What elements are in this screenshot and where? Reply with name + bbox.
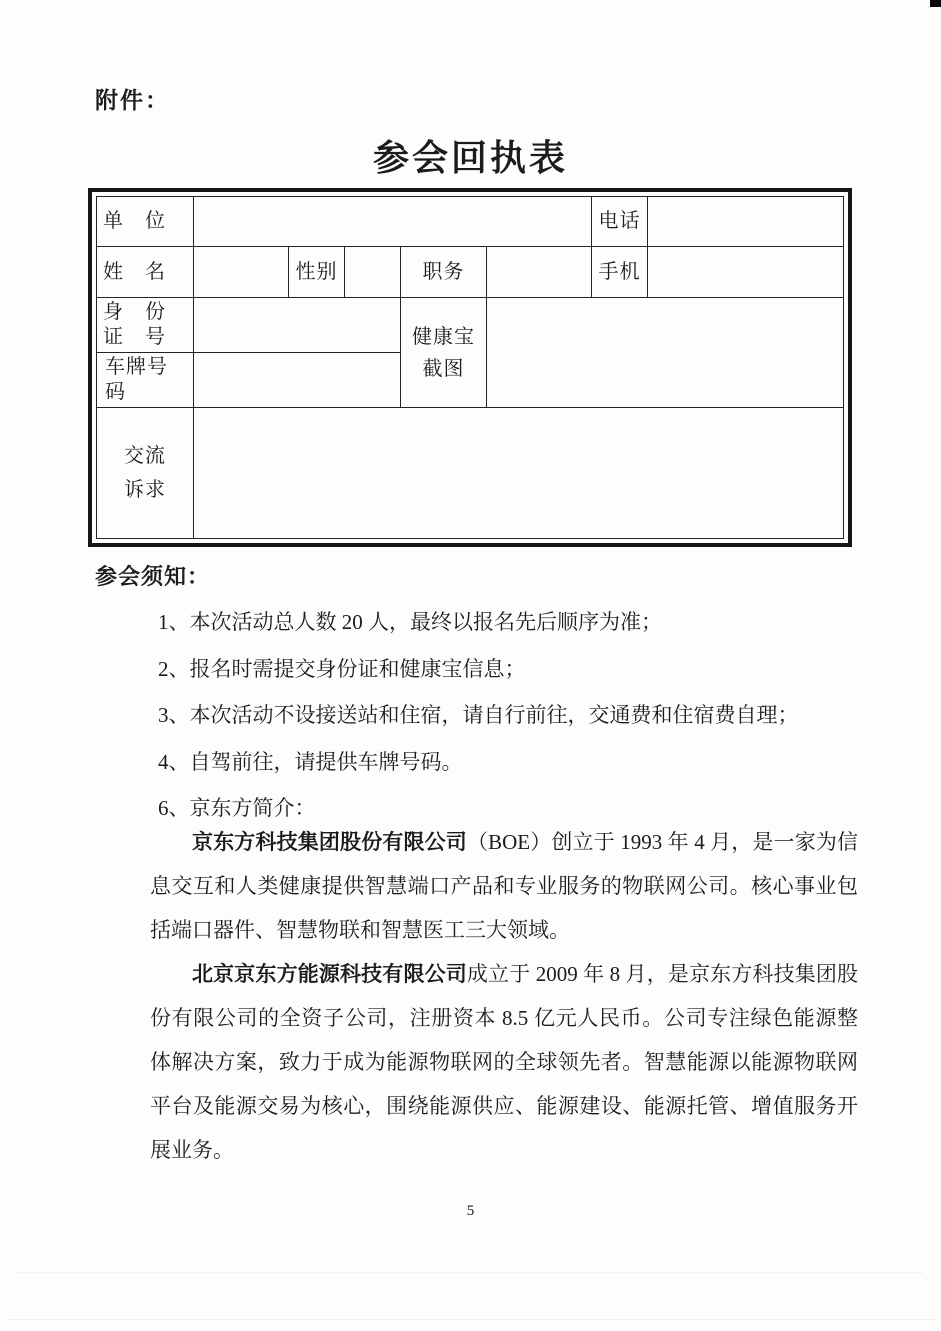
- id-number-label: 身 份 证 号: [97, 298, 194, 353]
- plate-number-value-cell: [194, 353, 401, 408]
- gender-label: 性别: [289, 247, 345, 298]
- id-number-value-cell: [194, 298, 401, 353]
- plate-number-label: 车牌号码: [97, 353, 194, 408]
- health-kit-screenshot-label: 健康宝 截图: [401, 298, 487, 408]
- name-value-cell: [194, 247, 289, 298]
- gender-value-cell: [345, 247, 401, 298]
- note-item-1: 1、本次活动总人数 20 人，最终以报名先后顺序为准；: [158, 610, 662, 634]
- unit-label: 单 位: [97, 197, 194, 247]
- mobile-value-cell: [648, 247, 844, 298]
- mobile-label: 手机: [592, 247, 648, 298]
- attachment-label: 附件：: [95, 87, 170, 113]
- exchange-request-value-cell: [194, 408, 844, 539]
- note-item-3: 3、本次活动不设接送站和住宿，请自行前往，交通费和住宿费自理；: [158, 703, 799, 727]
- phone-label: 电话: [592, 197, 648, 247]
- note-item-2: 2、报名时需提交身份证和健康宝信息；: [158, 656, 526, 681]
- company-introduction: [150, 820, 858, 1172]
- page-number: 5: [466, 1203, 475, 1219]
- notes-heading: 参会须知：: [95, 564, 211, 589]
- note-item-4: 4、自驾前往，请提供车牌号码。: [158, 749, 463, 774]
- intro-paragraph-boe-energy: 北京京东方能源科技有限公司成立于 2009 年 8 月，是京东方科技集团股份有限公司的全资子公司，注册资本 8.5 亿元人民币。公司专注绿色能源整体解决方案，致力于成为能源物联网的全球领先者。智慧能源以能源物联网平台及能源交易为核心，围绕能源供应、能源建设、能源托管、增值服务开展业务。: [150, 962, 859, 1162]
- company-name-boe-energy: 北京京东方能源科技有限公司: [192, 962, 467, 986]
- company-name-boe: 京东方科技集团股份有限公司: [192, 830, 467, 854]
- unit-value-cell: [194, 197, 592, 247]
- exchange-request-label: 交流 诉求: [97, 408, 194, 539]
- phone-value-cell: [648, 197, 844, 247]
- scan-corner-artifact: [930, 0, 941, 7]
- notes-list: [158, 599, 878, 832]
- scan-noise-line: [18, 1272, 923, 1273]
- page-title: 参会回执表: [372, 138, 568, 178]
- intro-paragraph-boe: 京东方科技集团股份有限公司（BOE）创立于 1993 年 4 月，是一家为信息交互和人类健康提供智慧端口产品和专业服务的物联网公司。核心事业包括端口器件、智慧物联和智慧医工三大领域。: [150, 830, 859, 942]
- reply-form-table: [88, 188, 852, 547]
- position-value-cell: [487, 247, 592, 298]
- health-kit-screenshot-cell: [487, 298, 844, 408]
- scan-noise-line: [10, 1319, 935, 1320]
- name-label: 姓 名: [97, 247, 194, 298]
- position-label: 职务: [401, 247, 487, 298]
- note-item-6: 6、京东方简介：: [158, 796, 316, 820]
